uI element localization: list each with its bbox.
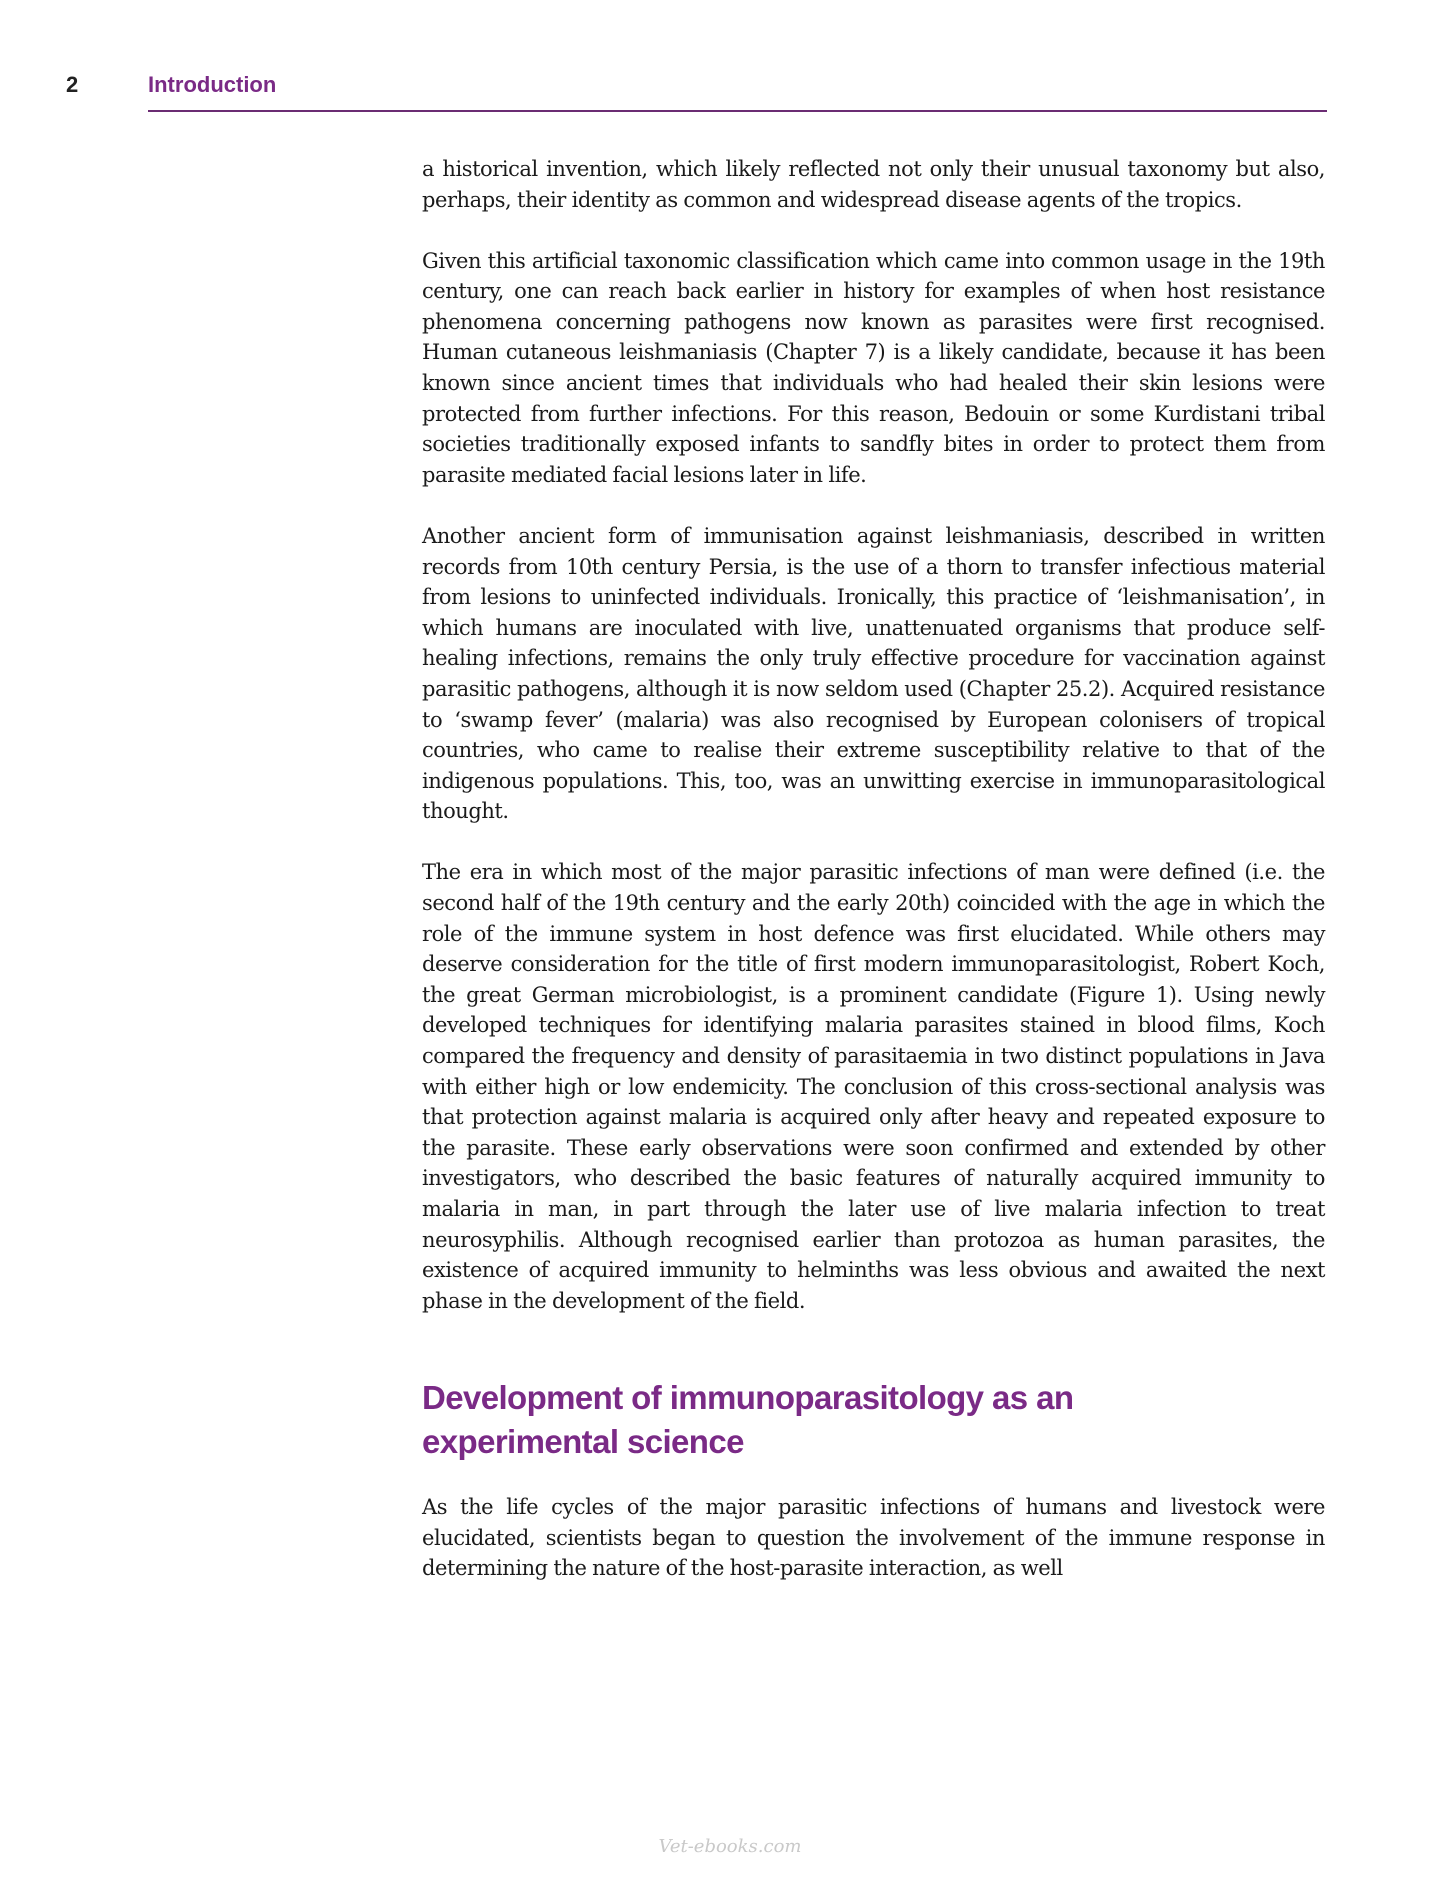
paragraph: Given this artificial taxonomic classification which came into common usage in the 19th century, one can reach back earlier in history for examples of when host resistance phenomena concerning pathogens now known as parasites were first recognised. Human cutaneous leishmaniasis (Chapter 7) is a likely candidate, because it has been known since ancient times that individuals who had healed their skin lesions were protected from further infections. For this reason, Bedouin or some Kurdistani tribal societies traditionally exposed infants to sandfly bites in order to protect them from parasite mediated facial lesions later in life. <box>422 248 1325 487</box>
running-head <box>0 70 1445 110</box>
section-heading-line-1: Development of immunoparasitology as an <box>422 1379 1074 1417</box>
header-rule <box>148 110 1327 112</box>
watermark-logo: Vet-ebooks.com <box>658 1836 802 1857</box>
paragraph: As the life cycles of the major parasitic infections of humans and livestock were elucidated, scientists began to question the involvement of the immune response in determining the nature of the host-parasite interaction, as well <box>422 1495 1325 1581</box>
running-head-title: Introduction <box>148 72 277 97</box>
section-heading <box>422 1376 1325 1464</box>
paragraph: a historical invention, which likely reflected not only their unusual taxonomy but also, perhaps, their identity as common and widespread disease agents of the tropics. <box>422 157 1325 212</box>
section-heading-line-2: experimental science <box>422 1423 744 1461</box>
paragraph: Another ancient form of immunisation against leishmaniasis, described in written records from 10th century Persia, is the use of a thorn to transfer infectious material from lesions to uninfected individuals. Ironically, this practice of ‘leishmanisation’, in which humans are inoculated with live, unattenuated organisms that produce self-healing infections, remains the only truly effective procedure for vaccination against parasitic pathogens, although it is now seldom used (Chapter 25.2). Acquired resistance to ‘swamp fever’ (malaria) was also recognised by European colonisers of tropical countries, who came to realise their extreme susceptibility relative to that of the indigenous populations. This, too, was an unwitting exercise in immunoparasitological thought. <box>422 523 1325 824</box>
main-text-column <box>422 154 1325 1615</box>
page-number: 2 <box>66 72 79 97</box>
paragraph: The era in which most of the major parasitic infections of man were defined (i.e. the second half of the 19th century and the early 20th) coincided with the age in which the role of the immune system in host defence was first elucidated. While others may deserve consideration for the title of first modern immunoparasitologist, Robert Koch, the great German microbiologist, is a prominent candidate (Figure 1). Using newly developed techniques for identifying malaria parasites stained in blood films, Koch compared the frequency and density of parasitaemia in two distinct populations in Java with either high or low endemicity. The conclusion of this cross-sectional analysis was that protection against malaria is acquired only after heavy and repeated exposure to the parasite. These early observations were soon confirmed and extended by other investigators, who described the basic features of naturally acquired immunity to malaria in man, in part through the later use of live malaria infection to treat neurosyphilis. Although recognised earlier than protozoa as human parasites, the existence of acquired immunity to helminths was less obvious and awaited the next phase in the development of the field. <box>422 860 1325 1313</box>
